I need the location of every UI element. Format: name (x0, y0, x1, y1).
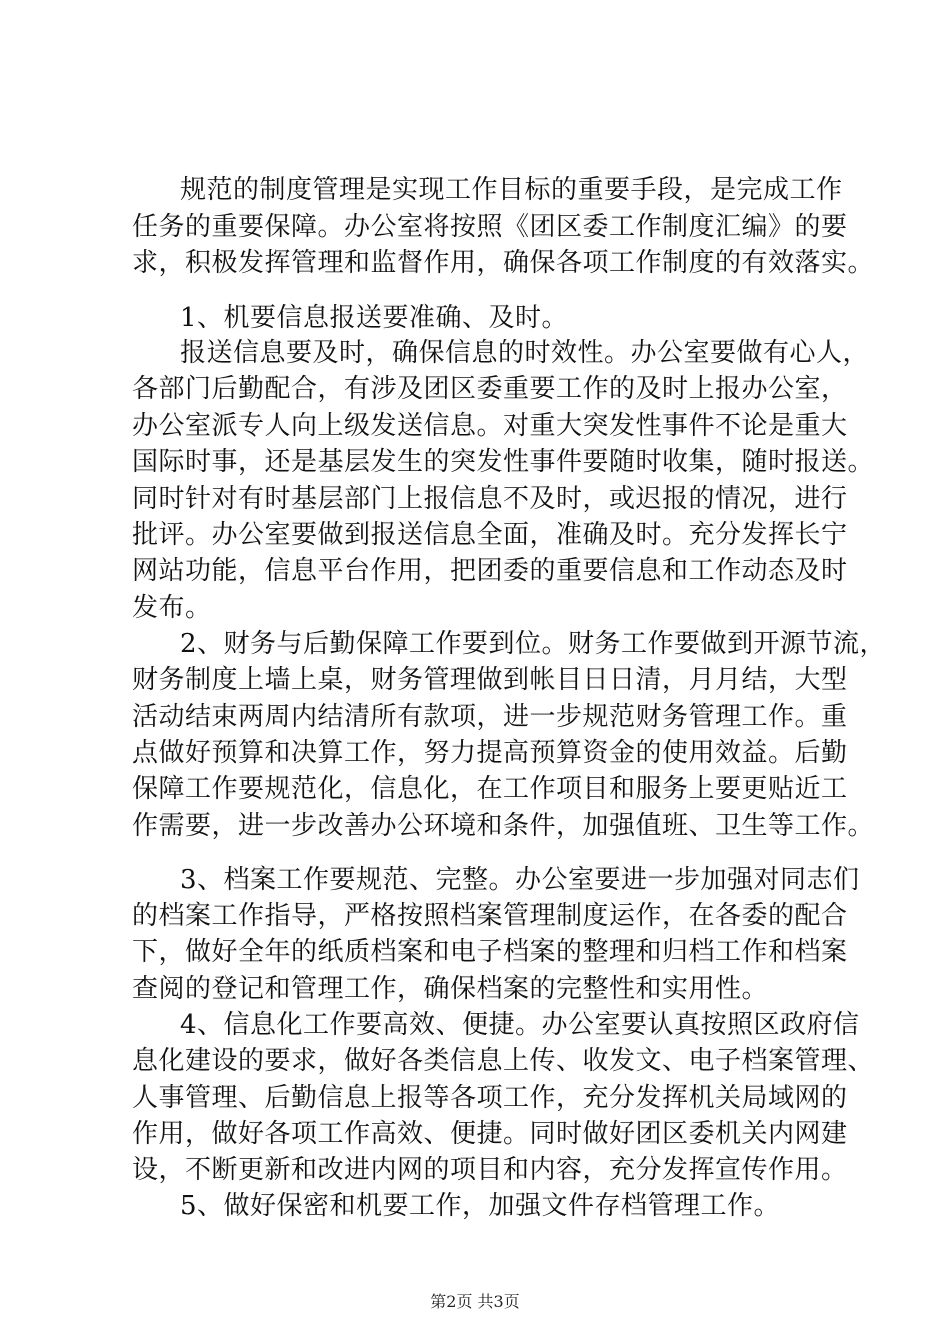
text-line: 发布。 (132, 593, 212, 623)
text-line: 的档案工作指导，严格按照档案管理制度运作，在各委的配合 (132, 901, 848, 931)
text-line: 财务制度上墙上桌，财务管理做到帐目日日清，月月结，大型 (132, 665, 848, 695)
text-line: 报送信息要及时，确保信息的时效性。办公室要做有心人， (180, 338, 870, 368)
text-line: 网站功能，信息平台作用，把团委的重要信息和工作动态及时 (132, 556, 848, 586)
text-line: 点做好预算和决算工作，努力提高预算资金的使用效益。后勤 (132, 738, 848, 768)
text-line: 各部门后勤配合，有涉及团区委重要工作的及时上报办公室， (132, 374, 848, 404)
section-heading-1: 1、机要信息报送要准确、及时。 (180, 303, 569, 333)
text-line: 下，做好全年的纸质档案和电子档案的整理和归档工作和档案 (132, 937, 848, 967)
section-heading-3: 3、档案工作要规范、完整。办公室要进一步加强对同志们 (180, 865, 860, 895)
text-line: 息化建设的要求，做好各类信息上传、收发文、电子档案管理、 (132, 1046, 875, 1076)
text-line: 作用，做好各项工作高效、便捷。同时做好团区委机关内网建 (132, 1119, 848, 1149)
text-line: 保障工作要规范化，信息化，在工作项目和服务上要更贴近工 (132, 774, 848, 804)
text-line: 活动结束两周内结清所有款项，进一步规范财务管理工作。重 (132, 702, 848, 732)
text-line: 任务的重要保障。办公室将按照《团区委工作制度汇编》的要 (132, 212, 848, 242)
text-line: 查阅的登记和管理工作，确保档案的完整性和实用性。 (132, 974, 769, 1004)
text-line: 规范的制度管理是实现工作目标的重要手段，是完成工作 (180, 175, 843, 205)
text-line: 批评。办公室要做到报送信息全面，准确及时。充分发挥长宁 (132, 520, 848, 550)
text-line: 办公室派专人向上级发送信息。对重大突发性事件不论是重大 (132, 411, 848, 441)
section-heading-5: 5、做好保密和机要工作，加强文件存档管理工作。 (180, 1191, 781, 1221)
text-line: 作需要，进一步改善办公环境和条件，加强值班、卫生等工作。 (132, 811, 875, 841)
text-line: 设，不断更新和改进内网的项目和内容，充分发挥宣传作用。 (132, 1155, 848, 1185)
text-line: 同时针对有时基层部门上报信息不及时，或迟报的情况，进行 (132, 484, 848, 514)
section-heading-4: 4、信息化工作要高效、便捷。办公室要认真按照区政府信 (180, 1010, 860, 1040)
text-line: 人事管理、后勤信息上报等各项工作，充分发挥机关局域网的 (132, 1083, 848, 1113)
text-line: 求，积极发挥管理和监督作用，确保各项工作制度的有效落实。 (132, 248, 875, 278)
section-heading-2: 2、财务与后勤保障工作要到位。财务工作要做到开源节流， (180, 629, 887, 659)
text-line: 国际时事，还是基层发生的突发性事件要随时收集，随时报送。 (132, 447, 875, 477)
page-footer: 第2页 共3页 (430, 1292, 520, 1311)
